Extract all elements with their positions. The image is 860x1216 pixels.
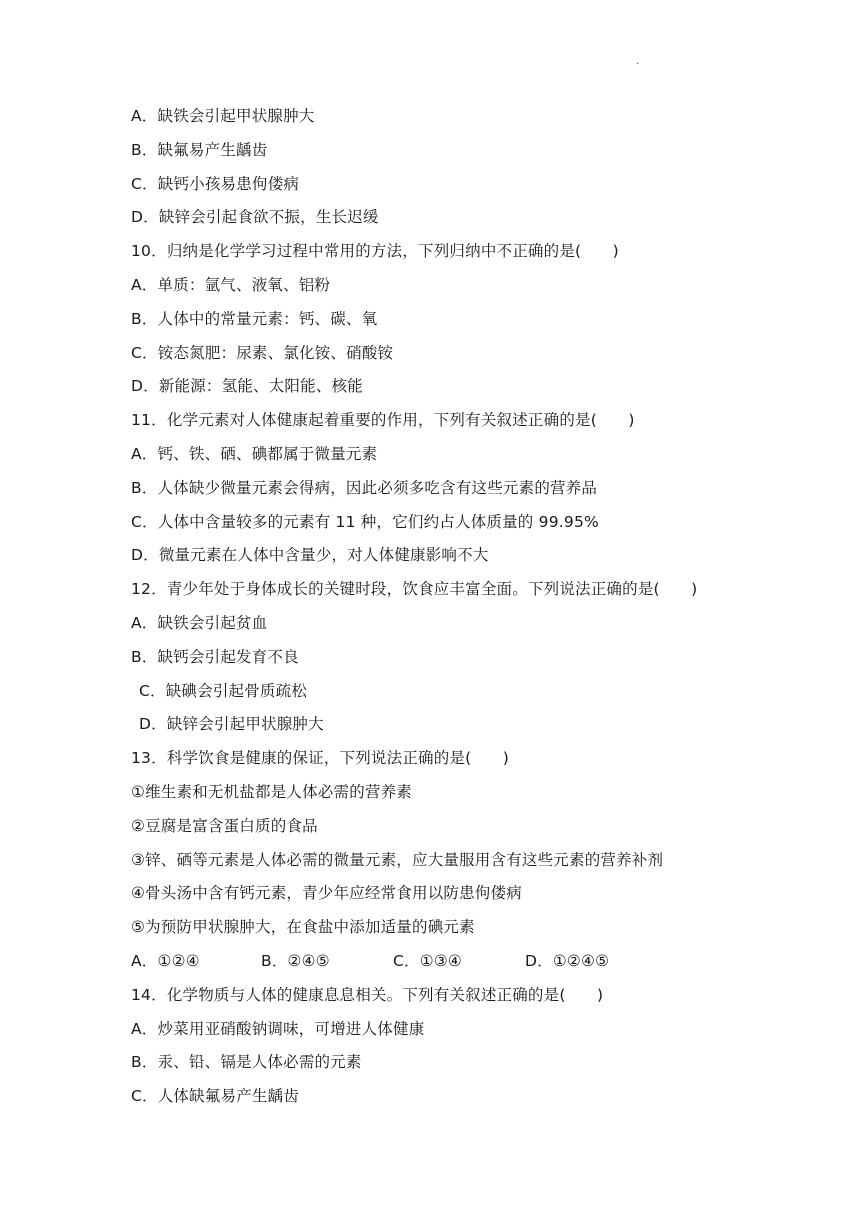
q11-option-a: A．钙、铁、硒、碘都属于微量元素 — [131, 444, 378, 463]
q13-option-c: C．①③④ — [393, 951, 463, 970]
q10-option-a: A．单质：氩气、液氧、铝粉 — [131, 275, 331, 294]
q14-option-b: B．汞、铅、镉是人体必需的元素 — [131, 1053, 362, 1072]
q10-option-b: B．人体中的常量元素：钙、碳、氧 — [131, 309, 378, 328]
q13-option-a: A．①②④ — [131, 951, 200, 970]
q12-option-c: C．缺碘会引起骨质疏松 — [139, 681, 308, 700]
document-body — [131, 101, 831, 1115]
q11-option-b: B．人体缺少微量元素会得病，因此必须多吃含有这些元素的营养品 — [131, 478, 598, 497]
q9-option-d: D．缺锌会引起食欲不振，生长迟缓 — [131, 208, 379, 227]
q10-option-c: C．铵态氮肥：尿素、氯化铵、硝酸铵 — [131, 343, 394, 362]
q14-option-a: A．炒菜用亚硝酸钠调味，可增进人体健康 — [131, 1019, 425, 1038]
question-13: 13．科学饮食是健康的保证，下列说法正确的是( ) — [131, 749, 510, 768]
question-11: 11．化学元素对人体健康起着重要的作用，下列有关叙述正确的是( ) — [131, 411, 635, 430]
q12-option-d: D．缺锌会引起甲状腺肿大 — [139, 715, 324, 734]
q13-option-d: D．①②④⑤ — [525, 951, 610, 970]
q14-option-c: C．人体缺氟易产生龋齿 — [131, 1087, 300, 1106]
q12-option-b: B．缺钙会引起发育不良 — [131, 647, 299, 666]
question-14: 14．化学物质与人体的健康息息相关。下列有关叙述正确的是( ) — [131, 985, 604, 1004]
q13-option-b: B．②④⑤ — [261, 951, 330, 970]
q9-option-b: B．缺氟易产生龋齿 — [131, 140, 268, 159]
question-10: 10．归纳是化学学习过程中常用的方法，下列归纳中不正确的是( ) — [131, 242, 619, 261]
q13-statement-5: ⑤为预防甲状腺肿大，在食盐中添加适量的碘元素 — [131, 918, 475, 937]
q13-options-row — [131, 946, 831, 980]
q13-statement-2: ②豆腐是富含蛋白质的食品 — [131, 816, 318, 835]
q13-statement-3: ③锌、硒等元素是人体必需的微量元素，应大量服用含有这些元素的营养补剂 — [131, 850, 664, 869]
q13-statement-4: ④骨头汤中含有钙元素，青少年应经常食用以防患佝偻病 — [131, 884, 522, 903]
q9-option-a: A．缺铁会引起甲状腺肿大 — [131, 107, 315, 125]
q10-option-d: D．新能源：氢能、太阳能、核能 — [131, 377, 363, 396]
question-12: 12．青少年处于身体成长的关键时段，饮食应丰富全面。下列说法正确的是( ) — [131, 580, 698, 599]
q11-option-c: C．人体中含量较多的元素有 11 种，它们约占人体质量的 99.95% — [131, 512, 599, 531]
q13-statement-1: ①维生素和无机盐都是人体必需的营养素 — [131, 782, 412, 801]
q9-option-c: C．缺钙小孩易患佝偻病 — [131, 174, 300, 193]
q11-option-d: D．微量元素在人体中含量少，对人体健康影响不大 — [131, 546, 489, 565]
page-mark: . — [636, 56, 640, 67]
q12-option-a: A．缺铁会引起贫血 — [131, 613, 268, 632]
